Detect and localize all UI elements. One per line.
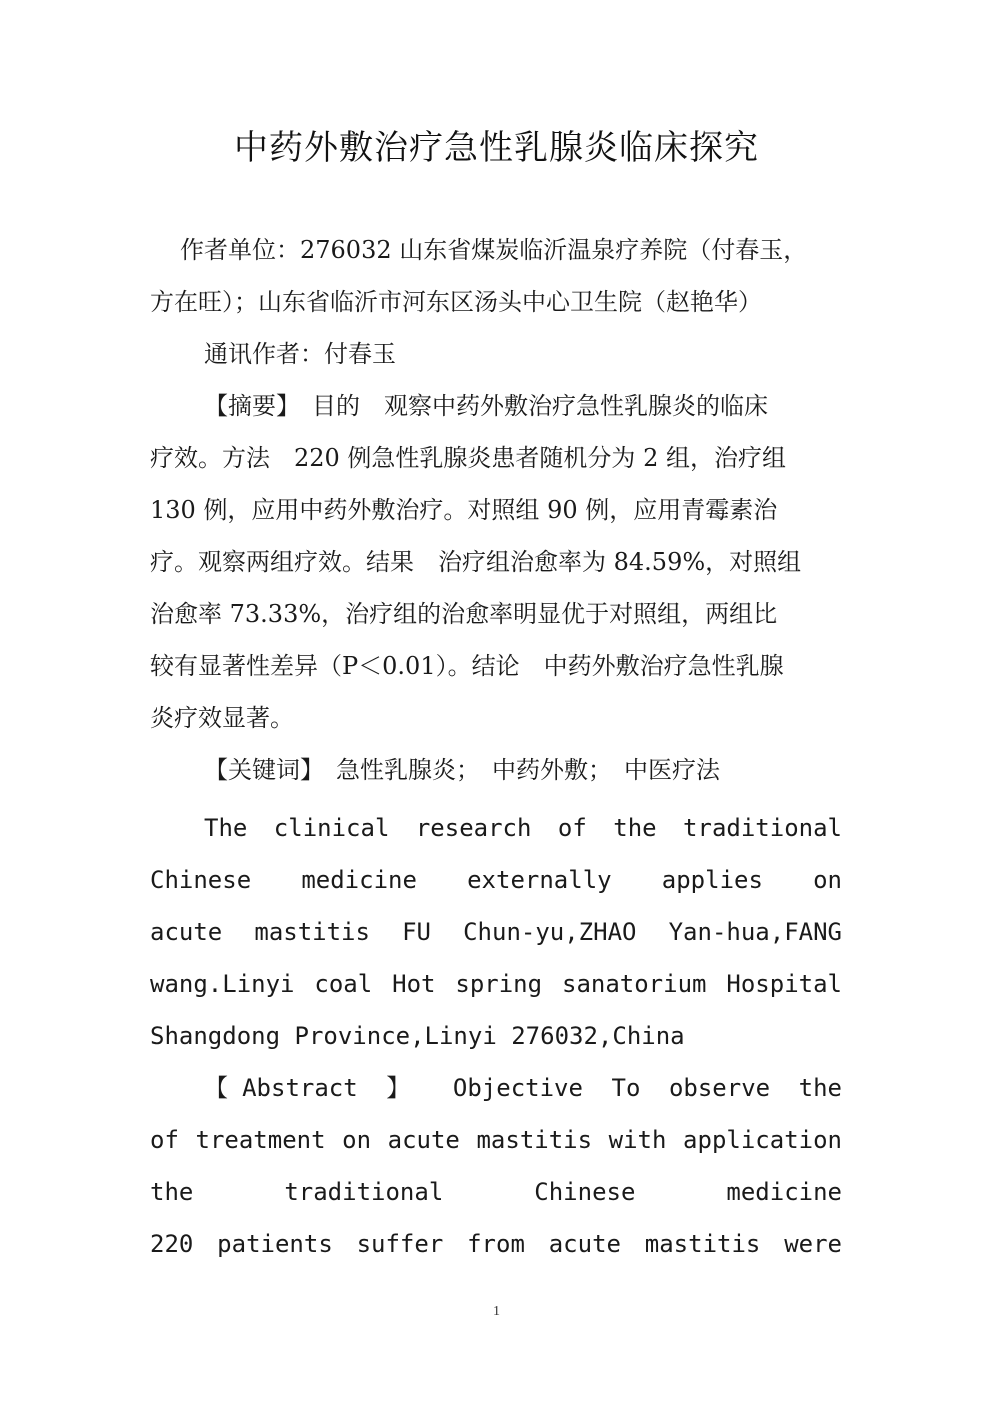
abstract-cn-line: 较有显著性差异（P＜0.01）。结论 中药外敷治疗急性乳腺 [150, 652, 784, 680]
corresponding-author [150, 328, 842, 380]
corresponding-author-text: 通讯作者：付春玉 [204, 340, 396, 368]
author-unit-line: 作者单位：276032 山东省煤炭临沂温泉疗养院（付春玉， [180, 236, 808, 264]
page-number: 1 [493, 1304, 500, 1319]
title-en-line: acute mastitis FU Chun-yu,ZHAO Yan-hua,FANG [150, 918, 842, 946]
author-unit [150, 224, 842, 328]
abstract-en [150, 1062, 842, 1270]
title-en-line: Shangdong Province,Linyi 276032,China [150, 1022, 685, 1050]
abstract-cn-line: 治愈率 73.33%，治疗组的治愈率明显优于对照组，两组比 [150, 600, 778, 628]
abstract-cn-line: 130 例，应用中药外敷治疗。对照组 90 例，应用青霉素治 [150, 496, 778, 524]
abstract-en-line: of treatment on acute mastitis with application [150, 1126, 842, 1154]
abstract-cn-line: 疗。观察两组疗效。结果 治疗组治愈率为 84.59%，对照组 [150, 548, 802, 576]
keywords-cn-text: 【关键词】 急性乳腺炎； 中药外敷； 中医疗法 [204, 756, 720, 784]
title-en [150, 802, 842, 1062]
title-en-line: Chinese medicine externally applies on [150, 866, 842, 894]
abstract-cn-line: 【摘要】 目的 观察中药外敷治疗急性乳腺炎的临床 [204, 392, 768, 420]
author-unit-line: 方在旺）；山东省临沂市河东区汤头中心卫生院（赵艳华） [150, 288, 762, 316]
abstract-en-line: 【Abstract 】 Objective To observe the [204, 1074, 842, 1102]
abstract-cn-line: 炎疗效显著。 [150, 704, 294, 732]
abstract-cn-line: 疗效。方法 220 例急性乳腺炎患者随机分为 2 组，治疗组 [150, 444, 786, 472]
title-en-line: The clinical research of the traditional [204, 814, 842, 842]
title-en-line: wang.Linyi coal Hot spring sanatorium Hospital [150, 970, 842, 998]
abstract-en-line: 220 patients suffer from acute mastitis were [150, 1230, 842, 1258]
keywords-cn [150, 744, 842, 796]
abstract-en-line: the traditional Chinese medicine [150, 1178, 842, 1206]
abstract-cn [150, 380, 842, 744]
document-title: 中药外敷治疗急性乳腺炎临床探究 [234, 128, 759, 168]
